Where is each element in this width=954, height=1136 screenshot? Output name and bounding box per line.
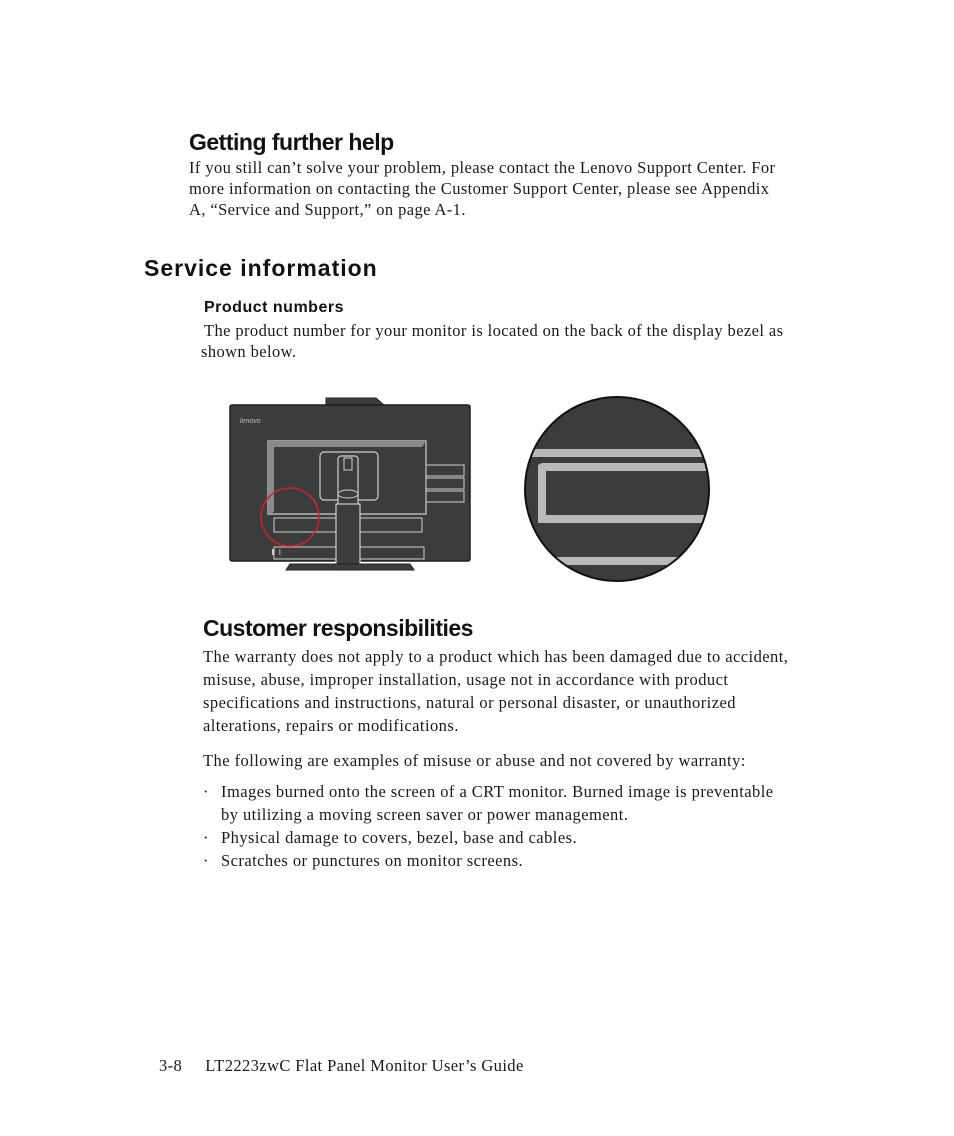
stand-base xyxy=(286,564,414,570)
further-help-paragraph xyxy=(189,157,849,220)
product-numbers-paragraph xyxy=(201,320,861,362)
page-footer xyxy=(159,1056,524,1076)
paragraph-line: specifications and instructions, natural or personal disaster, or unauthorized xyxy=(203,693,736,712)
list-item-line: by utilizing a moving screen saver or power management. xyxy=(221,805,629,824)
page-number: 3-8 xyxy=(159,1056,183,1075)
paragraph-line: alterations, repairs or modifications. xyxy=(203,716,459,735)
paragraph-line: A, “Service and Support,” on page A-1. xyxy=(189,200,466,219)
paragraph-line: If you still can’t solve your problem, please contact the Lenovo Support Center. For xyxy=(189,158,776,177)
lenovo-logo: lenovo xyxy=(240,418,261,425)
list-item-line: Images burned onto the screen of a CRT monitor. Burned image is preventable xyxy=(221,782,774,801)
bullet-mark: · xyxy=(203,851,209,870)
misuse-list xyxy=(203,780,863,872)
guide-title: LT2223zwC Flat Panel Monitor User’s Guide xyxy=(205,1056,524,1075)
bullet-mark: · xyxy=(203,828,209,847)
list-item xyxy=(203,849,863,872)
paragraph-line: shown below. xyxy=(201,342,297,361)
heading-customer-responsibilities: Customer responsibilities xyxy=(203,615,473,641)
heading-product-numbers: Product numbers xyxy=(204,299,344,316)
list-item-line: Physical damage to covers, bezel, base and cables. xyxy=(221,828,578,847)
customer-resp-paragraph xyxy=(203,645,863,737)
paragraph-line: The warranty does not apply to a product which has been damaged due to accident, xyxy=(203,647,789,666)
list-item xyxy=(203,826,863,849)
stand-neck xyxy=(336,504,360,570)
misuse-intro: The following are examples of misuse or abuse and not covered by warranty: xyxy=(203,751,746,770)
paragraph-line: misuse, abuse, improper installation, usage not in accordance with product xyxy=(203,670,729,689)
list-item xyxy=(203,780,863,826)
monitor-back-illustration xyxy=(226,394,476,576)
heading-service-information: Service information xyxy=(144,255,378,281)
bullet-mark: · xyxy=(203,782,209,801)
paragraph-line: The product number for your monitor is located on the back of the display bezel as xyxy=(204,321,784,340)
list-item-line: Scratches or punctures on monitor screens. xyxy=(221,851,524,870)
heading-getting-further-help: Getting further help xyxy=(189,129,394,155)
zoomed-label-illustration xyxy=(522,395,712,583)
stand-top-tab xyxy=(326,398,384,405)
paragraph-line: more information on contacting the Customer Support Center, please see Appendix xyxy=(189,179,770,198)
